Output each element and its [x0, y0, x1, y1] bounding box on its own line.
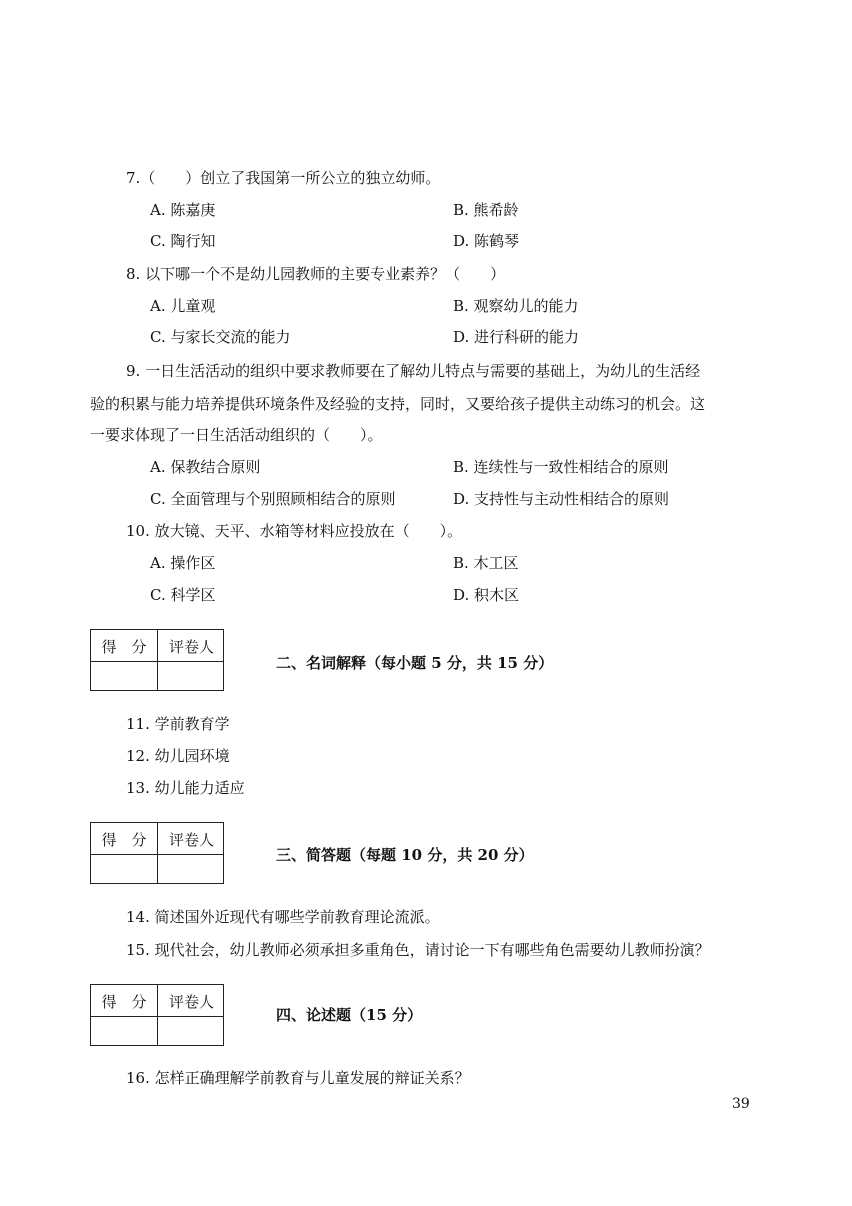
- question-16: 16. 怎样正确理解学前教育与儿童发展的辩证关系？: [126, 1069, 470, 1087]
- section-4-title: 四、论述题（15 分）: [276, 1006, 423, 1024]
- grader-label: 评卷人: [168, 831, 214, 849]
- score-input-cell[interactable]: [91, 662, 157, 690]
- q8-option-a: A. 儿童观: [150, 297, 216, 315]
- q8-option-d: D. 进行科研的能力: [453, 328, 580, 346]
- question-7-stem: 7.（ ）创立了我国第一所公立的独立幼师。: [126, 169, 441, 187]
- q10-option-b: B. 木工区: [453, 554, 519, 572]
- q9-option-c: C. 全面管理与个别照顾相结合的原则: [150, 490, 396, 508]
- score-label: 得 分: [101, 993, 147, 1011]
- grader-label: 评卷人: [168, 993, 214, 1011]
- q9-option-a: A. 保教结合原则: [150, 458, 261, 476]
- question-9-stem-line-3: 一要求体现了一日生活活动组织的（ ）。: [90, 426, 383, 444]
- q10-option-a: A. 操作区: [150, 554, 216, 572]
- score-label: 得 分: [101, 638, 147, 656]
- question-12: 12. 幼儿园环境: [126, 747, 230, 765]
- question-13: 13. 幼儿能力适应: [126, 779, 245, 797]
- q7-option-c: C. 陶行知: [150, 232, 216, 250]
- page-number: 39: [732, 1096, 750, 1112]
- q7-option-d: D. 陈鹤琴: [453, 232, 520, 250]
- score-input-cell[interactable]: [91, 1017, 157, 1045]
- question-11: 11. 学前教育学: [126, 715, 230, 733]
- q10-option-c: C. 科学区: [150, 586, 216, 604]
- section-2-title: 二、名词解释（每小题 5 分，共 15 分）: [276, 654, 554, 672]
- question-15: 15. 现代社会，幼儿教师必须承担多重角色，请讨论一下有哪些角色需要幼儿教师扮演？: [126, 941, 710, 959]
- q7-option-a: A. 陈嘉庚: [150, 201, 216, 219]
- grader-input-cell[interactable]: [158, 662, 224, 690]
- grader-input-cell[interactable]: [158, 1017, 224, 1045]
- q8-option-c: C. 与家长交流的能力: [150, 328, 291, 346]
- score-box-section-4: [90, 984, 224, 1046]
- q10-option-d: D. 积木区: [453, 586, 520, 604]
- q8-option-b: B. 观察幼儿的能力: [453, 297, 579, 315]
- section-3-title: 三、简答题（每题 10 分，共 20 分）: [276, 846, 534, 864]
- question-14: 14. 简述国外近现代有哪些学前教育理论流派。: [126, 908, 440, 926]
- question-8-stem: 8. 以下哪一个不是幼儿园教师的主要专业素养？（ ）: [126, 265, 506, 283]
- score-label: 得 分: [101, 831, 147, 849]
- score-box-section-2: [90, 629, 224, 691]
- question-9-stem-line-1: 9. 一日生活活动的组织中要求教师要在了解幼儿特点与需要的基础上，为幼儿的生活经: [126, 362, 701, 380]
- question-10-stem: 10. 放大镜、天平、水箱等材料应投放在（ ）。: [126, 522, 463, 540]
- grader-label: 评卷人: [168, 638, 214, 656]
- grader-input-cell[interactable]: [158, 855, 224, 883]
- q9-option-b: B. 连续性与一致性相结合的原则: [453, 458, 669, 476]
- question-9-stem-line-2: 验的积累与能力培养提供环境条件及经验的支持，同时，又要给孩子提供主动练习的机会。这: [90, 395, 706, 413]
- q9-option-d: D. 支持性与主动性相结合的原则: [453, 490, 670, 508]
- q7-option-b: B. 熊希龄: [453, 201, 519, 219]
- score-box-section-3: [90, 822, 224, 884]
- score-input-cell[interactable]: [91, 855, 157, 883]
